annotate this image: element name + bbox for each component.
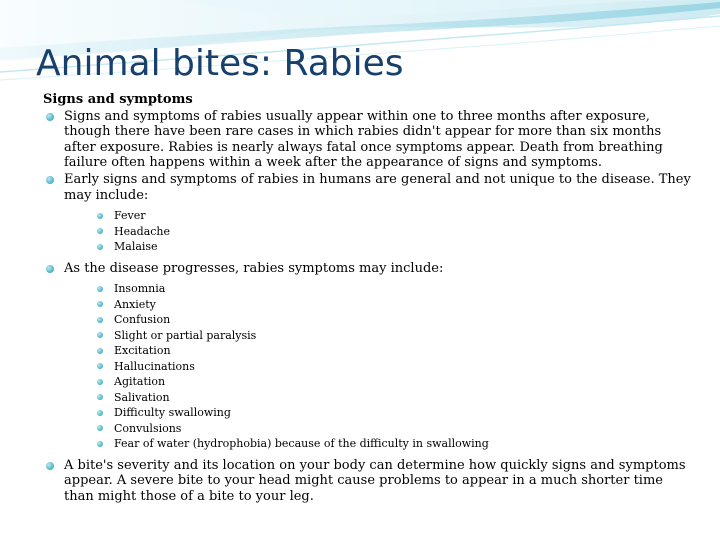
- bullet-icon: [97, 286, 103, 292]
- bullet-list: [43, 109, 693, 505]
- bullet-icon: [97, 394, 103, 400]
- bullet-icon: [97, 348, 103, 354]
- sub-list-item: [64, 239, 693, 255]
- sub-bullet-text: Difficulty swallowing: [114, 406, 231, 420]
- sub-bullet-text: Slight or partial paralysis: [114, 328, 257, 342]
- sub-list-item: [64, 297, 693, 313]
- sub-bullet-text: Confusion: [114, 313, 171, 327]
- sub-bullet-text: Fever: [114, 209, 146, 223]
- bullet-icon: [46, 176, 54, 184]
- bullet-icon: [97, 317, 103, 323]
- sub-bullet-text: Fear of water (hydrophobia) because of the difficulty in swallowing: [114, 437, 489, 451]
- bullet-text: A bite's severity and its location on your body can determine how quickly signs and symptoms appear. A severe bite to your head might cause problems to appear in a much shorter time than might those of a bite to your leg.: [64, 457, 686, 504]
- bullet-icon: [97, 425, 103, 431]
- bullet-icon: [97, 379, 103, 385]
- bullet-icon: [46, 265, 54, 273]
- section-heading: Signs and symptoms: [43, 92, 193, 107]
- list-item: [43, 261, 693, 452]
- sub-list-item: [64, 374, 693, 390]
- list-item: [43, 172, 693, 255]
- sub-list-item: [64, 328, 693, 344]
- list-item: [43, 458, 693, 505]
- bullet-icon: [97, 213, 103, 219]
- sub-list-item: [64, 421, 693, 437]
- slide-content: [43, 92, 693, 505]
- sub-bullet-text: Insomnia: [114, 282, 166, 296]
- bullet-icon: [97, 441, 103, 447]
- sub-list-item: [64, 312, 693, 328]
- bullet-icon: [97, 228, 103, 234]
- sub-bullet-text: Agitation: [114, 375, 166, 389]
- sub-bullet-text: Anxiety: [114, 297, 156, 311]
- sub-bullet-text: Salivation: [114, 390, 170, 404]
- sub-list-item: [64, 343, 693, 359]
- sub-list-item: [64, 359, 693, 375]
- list-item: [43, 109, 693, 171]
- sub-list-item: [64, 224, 693, 240]
- bullet-icon: [46, 113, 54, 121]
- sub-bullet-text: Hallucinations: [114, 359, 195, 373]
- slide-title: Animal bites: Rabies: [36, 43, 404, 84]
- sub-bullet-text: Malaise: [114, 240, 158, 254]
- sub-list-item: [64, 436, 693, 452]
- sub-bullet-list: [64, 281, 693, 452]
- bullet-icon: [97, 244, 103, 250]
- sub-bullet-list: [64, 208, 693, 255]
- bullet-text: Signs and symptoms of rabies usually appear within one to three months after exposure, though there have been rare cases in which rabies didn't appear for more than six months after exposure. Rabies is nearly always fatal once symptoms appear. Death from breathing failure often happens within a week after the appearance of signs and symptoms.: [64, 108, 663, 171]
- bullet-icon: [97, 410, 103, 416]
- sub-list-item: [64, 390, 693, 406]
- bullet-icon: [97, 332, 103, 338]
- bullet-icon: [97, 301, 103, 307]
- sub-list-item: [64, 405, 693, 421]
- bullet-icon: [46, 462, 54, 470]
- sub-bullet-text: Excitation: [114, 344, 171, 358]
- sub-list-item: [64, 208, 693, 224]
- sub-list-item: [64, 281, 693, 297]
- bullet-text: As the disease progresses, rabies symptoms may include:: [64, 260, 444, 276]
- sub-bullet-text: Headache: [114, 224, 171, 238]
- bullet-text: Early signs and symptoms of rabies in humans are general and not unique to the disease. They may include:: [64, 171, 691, 203]
- sub-bullet-text: Convulsions: [114, 421, 182, 435]
- bullet-icon: [97, 363, 103, 369]
